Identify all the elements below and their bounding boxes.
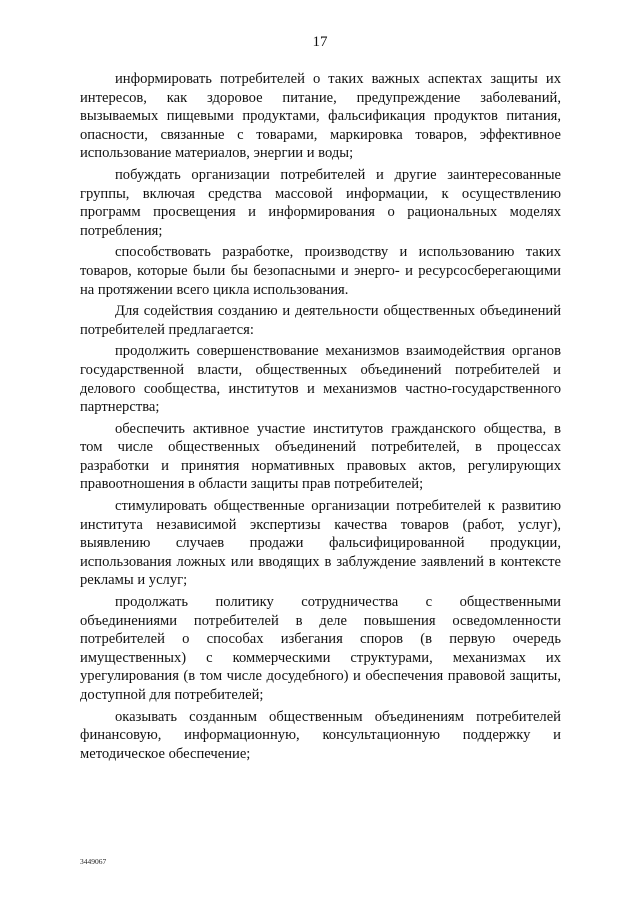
- paragraph-6: обеспечить активное участие институтов гражданского общества, в том числе общественных объединений потребителей, в процессах разработки и принятия нормативных правовых актов, регулирующих правоотношения в области защиты прав потребителей;: [80, 420, 561, 493]
- paragraph-4: Для содействия созданию и деятельности общественных объединений потребителей предлагается:: [80, 303, 561, 338]
- document-body: [80, 70, 561, 766]
- paragraph-5: продолжить совершенствование механизмов взаимодействия органов государственной власти, общественных объединений потребителей и делового сообщества, институтов и механизмов частно-государственного партнерства;: [80, 343, 561, 416]
- paragraph-2: побуждать организации потребителей и другие заинтересованные группы, включая средства массовой информации, к осуществлению программ просвещения и информирования о рациональных моделях потребления;: [80, 166, 561, 239]
- paragraph-3: способствовать разработке, производству и использованию таких товаров, которые были бы безопасными и энерго- и ресурсосберегающими на протяжении всего цикла использования.: [80, 244, 561, 298]
- paragraph-1: информировать потребителей о таких важных аспектах защиты их интересов, как здоровое питание, предупреждение заболеваний, вызываемых пищевыми продуктами, фальсификация продуктов питания, опасности, связанные с товарами, маркировка товаров, эффективное использование материалов, энергии и воды;: [80, 71, 561, 162]
- document-code: 3449067: [80, 857, 107, 866]
- paragraph-8: продолжать политику сотрудничества с общественными объединениями потребителей в деле повышения осведомленности потребителей о способах избегания споров (в первую очередь имущественных) с коммерческими структурами, механизмах их урегулирования (в том числе досудебного) и обеспечения правовой защиты, доступной для потребителей;: [80, 594, 561, 703]
- paragraph-7: стимулировать общественные организации потребителей к развитию института независимой экспертизы качества товаров (работ, услуг), выявлению случаев продажи фальсифицированной продукции, использования ложных или вводящих в заблуждение заявлений в контексте рекламы и услуг;: [80, 498, 561, 589]
- paragraph-9: оказывать созданным общественным объединениям потребителей финансовую, информационную, консультационную поддержку и методическое обеспечение;: [80, 708, 561, 762]
- page-number: 17: [312, 34, 328, 50]
